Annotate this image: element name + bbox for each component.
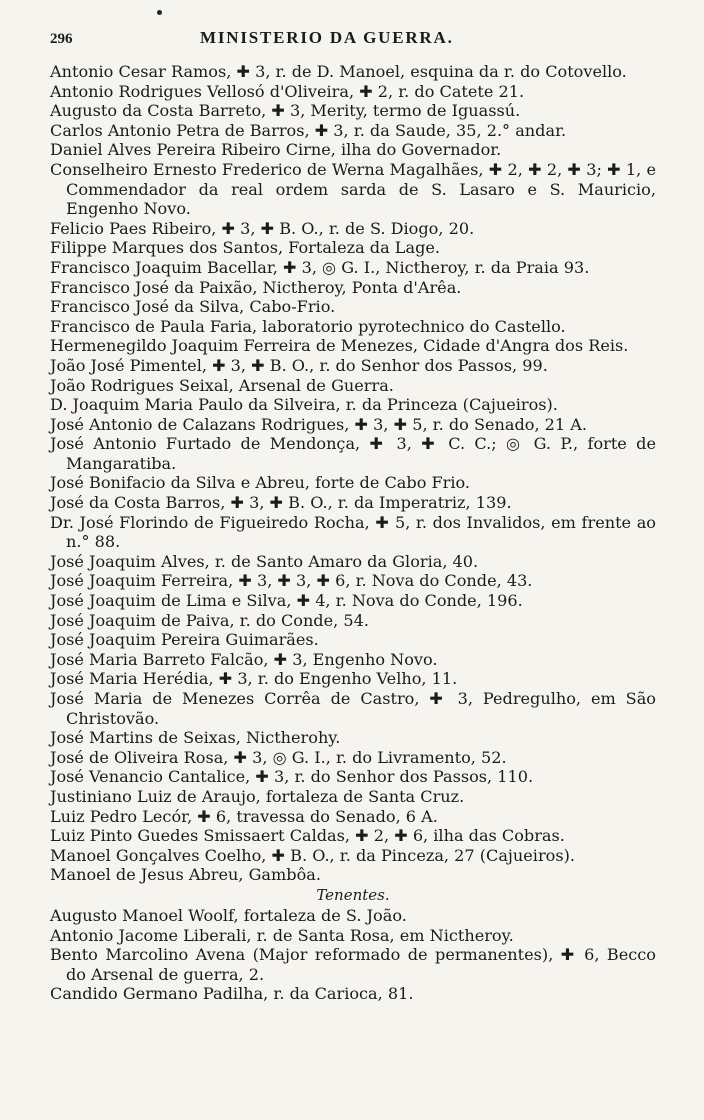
page-number: 296 — [50, 31, 73, 47]
list-entry: Hermenegildo Joaquim Ferreira de Menezes, Cidade d'Angra dos Reis. — [50, 336, 629, 356]
list-entry: José da Costa Barros, ✚ 3, ✚ B. O., r. da Imperatriz, 139. — [50, 493, 512, 513]
list-entry: José Joaquim Pereira Guimarães. — [50, 630, 319, 650]
ink-dot — [157, 10, 162, 15]
list-entry: Francisco de Paula Faria, laboratorio pyrotechnico do Castello. — [50, 316, 566, 336]
list-entry: Manoel Gonçalves Coelho, ✚ B. O., r. da Pinceza, 27 (Cajueiros). — [50, 845, 575, 865]
list-entry: Carlos Antonio Petra de Barros, ✚ 3, r. da Saude, 35, 2.° andar. — [50, 120, 567, 140]
list-entry: Francisco Joaquim Bacellar, ✚ 3, ◎ G. I., Nictheroy, r. da Praia 93. — [50, 257, 590, 277]
list-entry: José Joaquim Ferreira, ✚ 3, ✚ 3, ✚ 6, r. Nova do Conde, 43. — [50, 571, 533, 591]
section-title: Tenentes. — [316, 885, 390, 904]
list-entry: Justiniano Luiz de Araujo, fortaleza de Santa Cruz. — [50, 786, 465, 806]
list-entry: João Rodrigues Seixal, Arsenal de Guerra. — [50, 375, 394, 395]
list-entry: José de Oliveira Rosa, ✚ 3, ◎ G. I., r. do Livramento, 52. — [50, 747, 507, 767]
list-entry: José Joaquim Alves, r. de Santo Amaro da Gloria, 40. — [50, 551, 479, 571]
running-title: MINISTERIO DA GUERRA. — [200, 28, 454, 47]
lieutenant-list — [50, 906, 656, 1004]
list-entry: José Antonio Furtado de Mendonça, ✚ 3, ✚ C. C.; ◎ G. P., forte de Mangaratiba. — [50, 434, 656, 473]
list-entry: José Maria de Menezes Corrêa de Castro, ✚ 3, Pedregulho, em São Christovão. — [50, 689, 656, 728]
list-entry: Francisco José da Silva, Cabo-Frio. — [50, 297, 336, 317]
list-entry: Filippe Marques dos Santos, Fortaleza da Lage. — [50, 238, 441, 258]
list-entry: José Joaquim de Lima e Silva, ✚ 4, r. Nova do Conde, 196. — [50, 591, 523, 611]
page-header — [50, 28, 656, 62]
list-entry: José Venancio Cantalice, ✚ 3, r. do Senhor dos Passos, 110. — [50, 767, 534, 787]
list-entry: Bento Marcolino Avena (Major reformado de permanentes), ✚ 6, Becco do Arsenal de guerra, 2. — [50, 945, 656, 984]
list-entry: Augusto Manoel Woolf, fortaleza de S. João. — [50, 905, 407, 925]
list-entry: Manoel de Jesus Abreu, Gambôa. — [50, 865, 321, 885]
list-entry: Dr. José Florindo de Figueiredo Rocha, ✚ 5, r. dos Invalidos, em frente ao n.° 88. — [50, 512, 656, 552]
list-entry: Augusto da Costa Barreto, ✚ 3, Merity, termo de Iguassú. — [50, 101, 521, 121]
list-entry: João José Pimentel, ✚ 3, ✚ B. O., r. do Senhor dos Passos, 99. — [50, 355, 548, 375]
list-entry: José Martins de Seixas, Nictherohy. — [50, 728, 341, 748]
list-entry: José Maria Barreto Falcão, ✚ 3, Engenho Novo. — [50, 649, 438, 669]
list-entry: Luiz Pinto Guedes Smissaert Caldas, ✚ 2, ✚ 6, ilha das Cobras. — [50, 826, 565, 846]
list-entry: D. Joaquim Maria Paulo da Silveira, r. da Princeza (Cajueiros). — [50, 395, 558, 415]
officer-list — [50, 62, 656, 885]
list-entry: Antonio Rodrigues Vellosó d'Oliveira, ✚ 2, r. do Catete 21. — [50, 81, 525, 101]
list-entry: Conselheiro Ernesto Frederico de Werna Magalhães, ✚ 2, ✚ 2, ✚ 3; ✚ 1, e Commendador da real ordem sarda de S. Lasaro e S. Mauricio, Engenho Novo. — [50, 159, 656, 219]
list-entry: Daniel Alves Pereira Ribeiro Cirne, ilha do Governador. — [50, 140, 502, 160]
list-entry: Francisco José da Paixão, Nictheroy, Ponta d'Arêa. — [50, 277, 462, 297]
list-entry: Antonio Jacome Liberali, r. de Santa Rosa, em Nictheroy. — [50, 925, 514, 945]
list-entry: José Joaquim de Paiva, r. do Conde, 54. — [50, 610, 369, 630]
list-entry: José Bonifacio da Silva e Abreu, forte de Cabo Frio. — [50, 473, 471, 493]
list-entry: José Antonio de Calazans Rodrigues, ✚ 3, ✚ 5, r. do Senado, 21 A. — [50, 414, 588, 434]
list-entry: Candido Germano Padilha, r. da Carioca, 81. — [50, 984, 414, 1004]
list-entry: Luiz Pedro Lecór, ✚ 6, travessa do Senado, 6 A. — [50, 806, 438, 826]
list-entry: Felicio Paes Ribeiro, ✚ 3, ✚ B. O., r. de S. Diogo, 20. — [50, 218, 475, 238]
list-entry: José Maria Herédia, ✚ 3, r. do Engenho Velho, 11. — [50, 669, 458, 689]
list-entry: Antonio Cesar Ramos, ✚ 3, r. de D. Manoel, esquina da r. do Cotovello. — [50, 62, 627, 81]
